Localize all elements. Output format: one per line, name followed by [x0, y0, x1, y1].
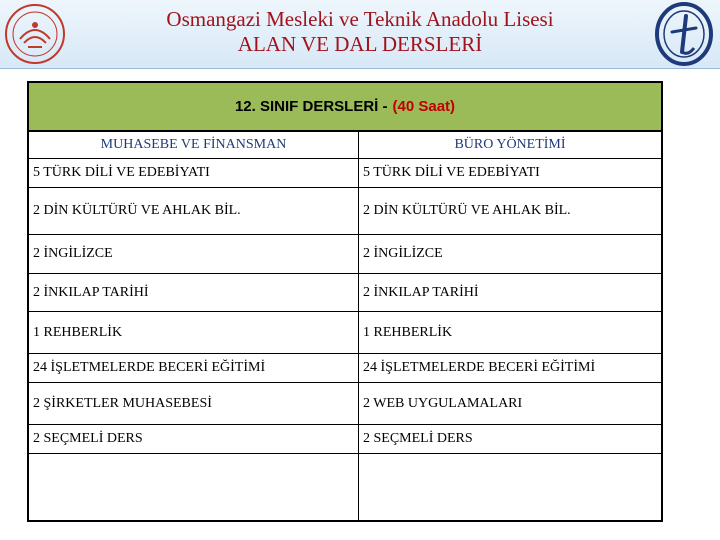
- cell-muhasebe: 2 DİN KÜLTÜRÜ VE AHLAK BİL.: [29, 188, 359, 234]
- cell-buro: 2 WEB UYGULAMALARI: [363, 395, 523, 411]
- table-row: [29, 383, 661, 425]
- school-logo: [654, 2, 714, 66]
- table-row: [29, 159, 661, 188]
- header: [0, 0, 720, 69]
- table-row: [29, 188, 661, 235]
- table-row: [29, 274, 661, 312]
- cell-muhasebe: 2 İNGİLİZCE: [29, 235, 359, 273]
- course-table: [27, 81, 663, 522]
- cell-buro: 1 REHBERLİK: [363, 324, 453, 340]
- cell-muhasebe: 2 ŞİRKETLER MUHASEBESİ: [29, 383, 359, 424]
- cell-buro: [359, 454, 661, 520]
- banner-hours: (40 Saat): [392, 98, 456, 115]
- table-row: [29, 235, 661, 274]
- column-header-buro: BÜRO YÖNETİMİ: [359, 132, 661, 159]
- title-line-2: ALAN VE DAL DERSLERİ: [237, 32, 483, 56]
- table-row: [29, 354, 661, 383]
- cell-muhasebe: 1 REHBERLİK: [29, 312, 359, 353]
- cell-muhasebe: 2 İNKILAP TARİHİ: [29, 274, 359, 311]
- cell-buro: 2 SEÇMELİ DERS: [363, 431, 473, 446]
- table-banner: [29, 83, 661, 132]
- cell-buro: 2 İNKILAP TARİHİ: [363, 284, 479, 300]
- table-row: [29, 425, 661, 454]
- cell-buro: 2 İNGİLİZCE: [363, 246, 443, 261]
- cell-buro: 5 TÜRK DİLİ VE EDEBİYATI: [363, 165, 540, 180]
- page-title: [70, 7, 650, 57]
- meb-logo: [4, 3, 66, 65]
- cell-muhasebe: 24 İŞLETMELERDE BECERİ EĞİTİMİ: [29, 354, 359, 382]
- title-line-1: Osmangazi Mesleki ve Teknik Anadolu Lisesi: [166, 7, 554, 31]
- banner-title: 12. SINIF DERSLERİ -: [234, 98, 388, 115]
- cell-muhasebe: 5 TÜRK DİLİ VE EDEBİYATI: [29, 159, 359, 187]
- cell-muhasebe: 2 SEÇMELİ DERS: [29, 425, 359, 453]
- cell-buro: 2 DİN KÜLTÜRÜ VE AHLAK BİL.: [363, 203, 571, 218]
- table-row: [29, 454, 661, 520]
- column-header-muhasebe: MUHASEBE VE FİNANSMAN: [29, 132, 359, 159]
- cell-buro: 24 İŞLETMELERDE BECERİ EĞİTİMİ: [363, 360, 596, 375]
- cell-muhasebe: [29, 454, 359, 520]
- table-row: [29, 312, 661, 354]
